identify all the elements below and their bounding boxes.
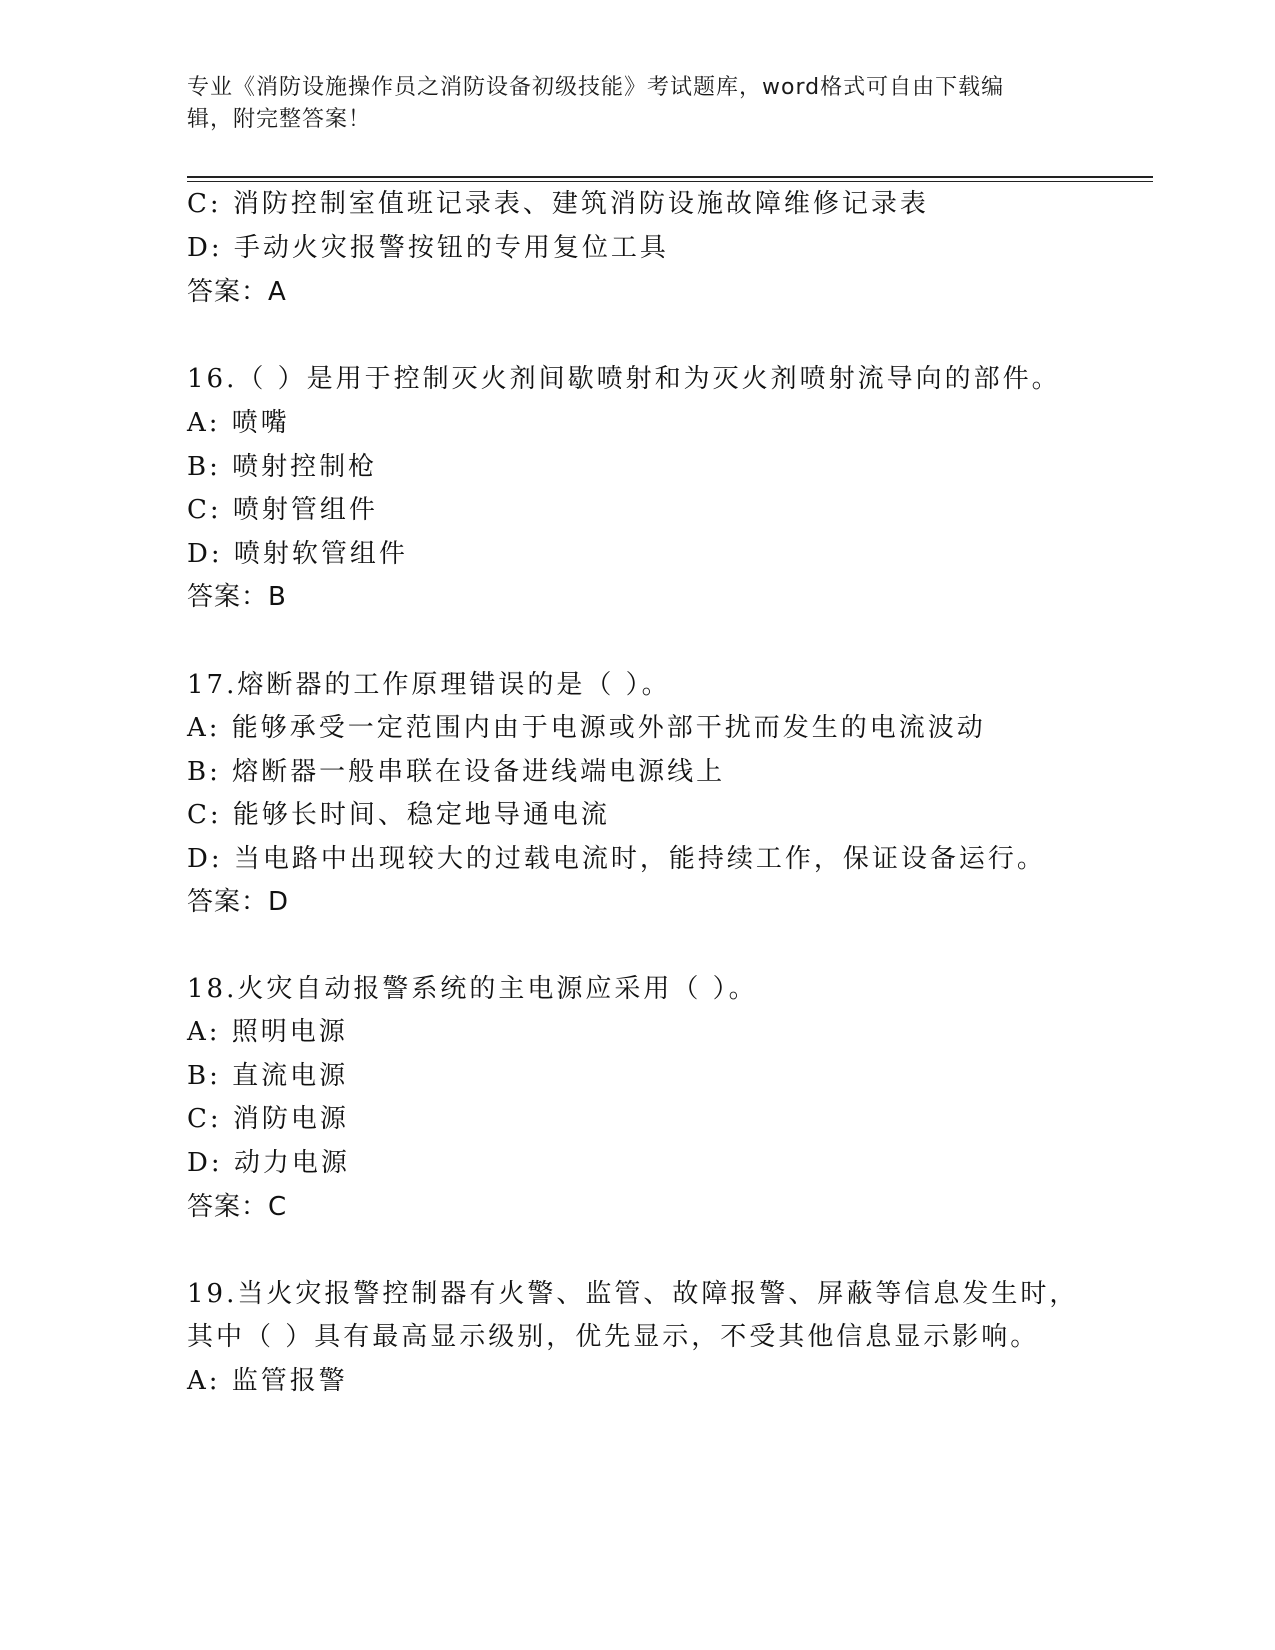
q16-option-a: A: 喷嘴 (187, 408, 290, 438)
q19-option-a: A: 监管报警 (187, 1366, 348, 1396)
q19-question-line-2: 其中（ ）具有最高显示级别，优先显示，不受其他信息显示影响。 (187, 1322, 1040, 1352)
q18-answer: 答案：C (187, 1192, 288, 1222)
q16-option-d: D: 喷射软管组件 (187, 539, 408, 569)
q16-answer: 答案：B (187, 582, 287, 612)
document-header (187, 72, 1067, 136)
q17-option-c: C: 能够长时间、稳定地导通电流 (187, 800, 610, 830)
header-divider-thick (187, 176, 1153, 178)
q17-answer: 答案：D (187, 887, 290, 917)
q18-option-a: A: 照明电源 (187, 1017, 348, 1047)
q18-option-d: D: 动力电源 (187, 1148, 350, 1178)
q18-question: 18.火灾自动报警系统的主电源应采用（ ）。 (187, 974, 758, 1004)
q17-option-b: B: 熔断器一般串联在设备进线端电源线上 (187, 757, 726, 787)
q17-question: 17.熔断器的工作原理错误的是（ ）。 (187, 670, 671, 700)
q17-option-d: D: 当电路中出现较大的过载电流时，能持续工作，保证设备运行。 (187, 844, 1046, 874)
q15-option-d: D: 手动火灾报警按钮的专用复位工具 (187, 233, 669, 263)
header-line-2: 辑，附完整答案！ (187, 107, 372, 132)
q16-option-c: C: 喷射管组件 (187, 495, 378, 525)
q18-option-c: C: 消防电源 (187, 1104, 349, 1134)
header-divider-thin (187, 181, 1153, 182)
q16-option-b: B: 喷射控制枪 (187, 452, 378, 482)
q15-option-c: C: 消防控制室值班记录表、建筑消防设施故障维修记录表 (187, 189, 929, 219)
header-line-1: 专业《消防设施操作员之消防设备初级技能》考试题库，word格式可自由下载编 (187, 75, 1005, 100)
q15-answer: 答案：A (187, 277, 287, 307)
q19-question-line-1: 19.当火灾报警控制器有火警、监管、故障报警、屏蔽等信息发生时， (187, 1279, 1079, 1309)
q18-option-b: B: 直流电源 (187, 1061, 349, 1091)
q17-option-a: A: 能够承受一定范围内由于电源或外部干扰而发生的电流波动 (187, 713, 986, 743)
q16-question: 16.（ ）是用于控制灭火剂间歇喷射和为灭火剂喷射流导向的部件。 (187, 364, 1061, 394)
